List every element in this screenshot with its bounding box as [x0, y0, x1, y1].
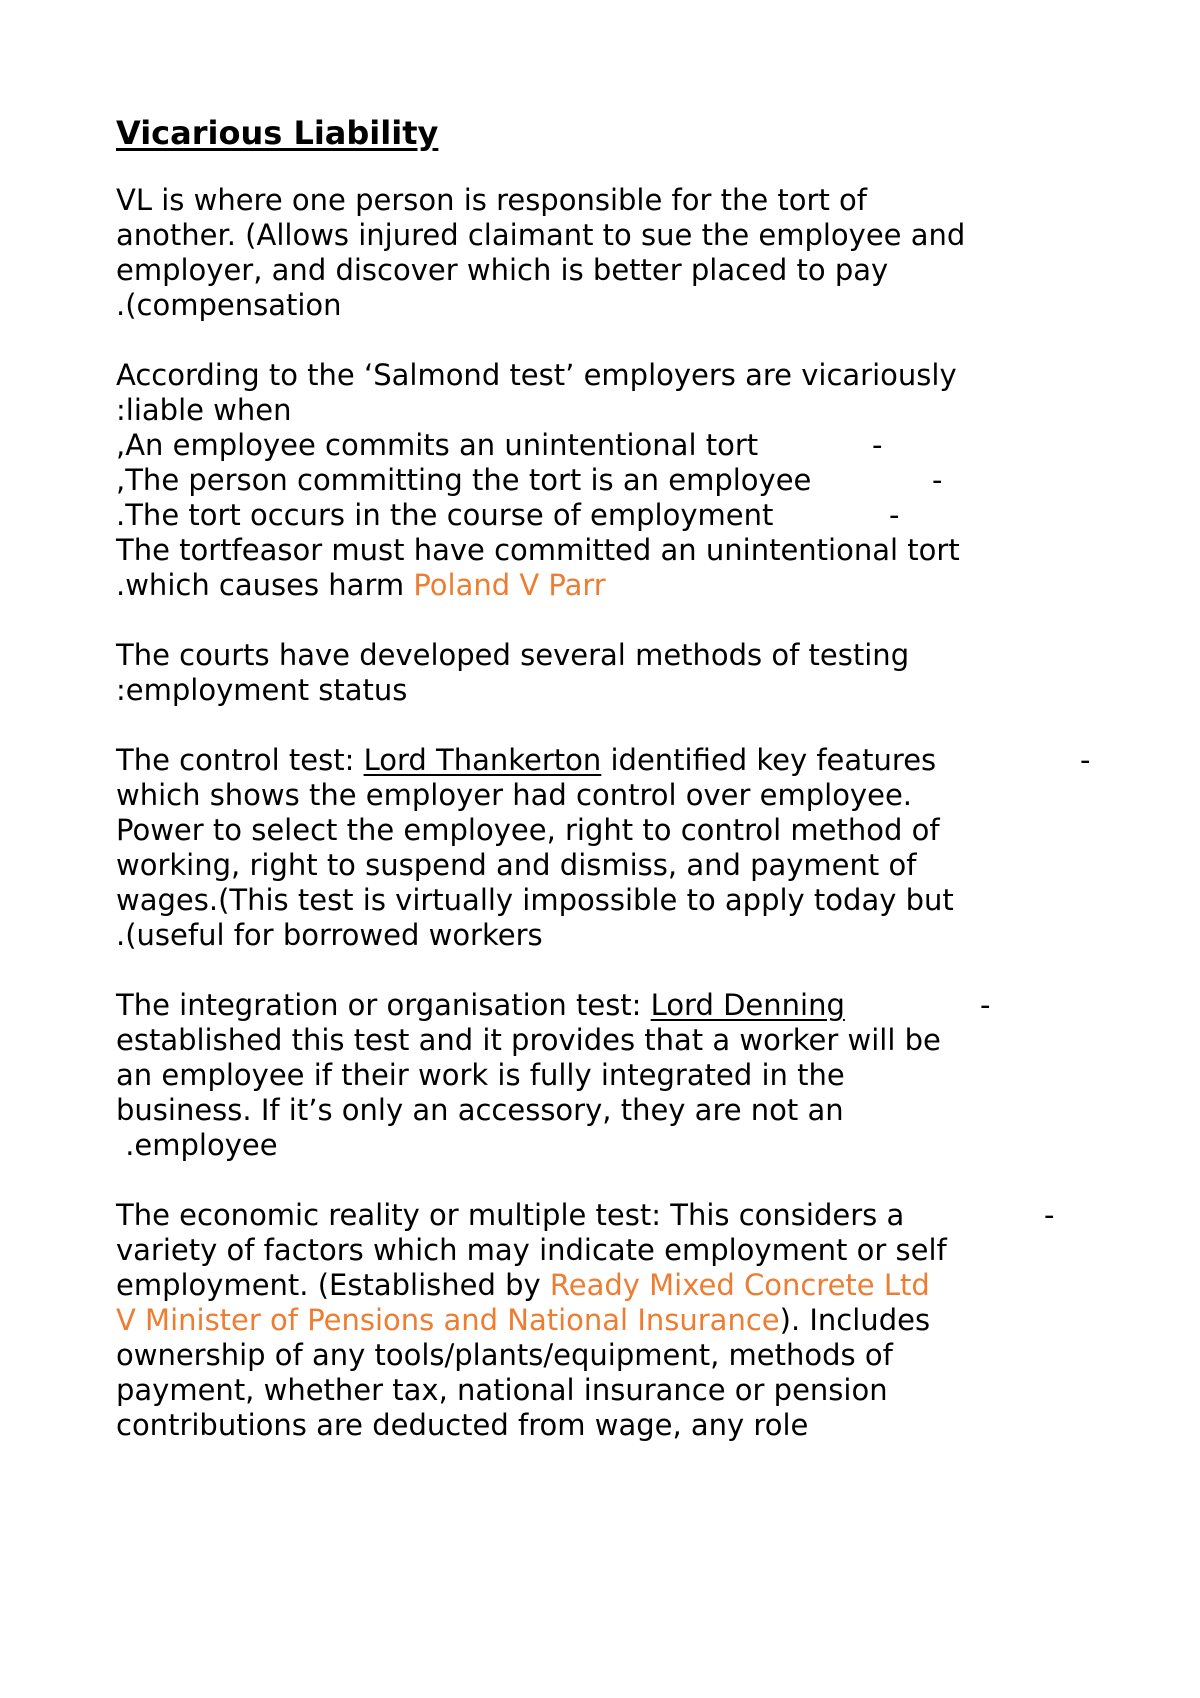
- bullet-dash: -: [872, 428, 883, 462]
- paragraph-4-line-4: working, right to suspend and dismiss, and payment of: [116, 848, 917, 882]
- paragraph-1-line-4: .(compensation: [116, 288, 342, 322]
- case-citation: V Minister of Pensions and National Insurance: [116, 1303, 780, 1337]
- paragraph-5-line-3: an employee if their work is fully integrated in the: [116, 1058, 845, 1092]
- paragraph-6-line-3: [116, 1266, 930, 1304]
- paragraph-6-line-2: variety of factors which may indicate employment or self: [116, 1233, 947, 1267]
- line-text: .which causes harm: [116, 568, 414, 602]
- paragraph-2-line-1: According to the ‘Salmond test’ employers are vicariously: [116, 358, 957, 392]
- bullet-dash: -: [980, 988, 991, 1022]
- line-text: identified key features: [601, 743, 937, 777]
- paragraph-2-line-4: [116, 566, 606, 604]
- paragraph-4-line-3: Power to select the employee, right to control method of: [116, 813, 940, 847]
- paragraph-1-line-3: employer, and discover which is better placed to pay: [116, 253, 889, 287]
- paragraph-3-line-2: :employment status: [116, 673, 408, 707]
- bullet-item-1: ,An employee commits an unintentional tort: [116, 428, 759, 462]
- bullet-item-2: ,The person committing the tort is an employee: [116, 463, 812, 497]
- line-text: The integration or organisation test:: [116, 988, 651, 1022]
- case-citation: Ready Mixed Concrete Ltd: [549, 1268, 930, 1302]
- paragraph-5-line-2: established this test and it provides that a worker will be: [116, 1023, 941, 1057]
- line-text: The control test:: [116, 743, 364, 777]
- line-text: ). Includes: [779, 1303, 931, 1337]
- case-citation: Poland V Parr: [413, 568, 606, 602]
- paragraph-6-line-5: ownership of any tools/plants/equipment, methods of: [116, 1338, 893, 1372]
- bullet-dash: -: [889, 498, 900, 532]
- paragraph-5-line-1: [116, 986, 845, 1024]
- paragraph-4-line-1: [116, 741, 936, 779]
- bullet-item-3: .The tort occurs in the course of employment: [116, 498, 774, 532]
- paragraph-6-line-4: [116, 1301, 930, 1339]
- document-title: Vicarious Liability: [116, 114, 439, 152]
- paragraph-4-line-5: wages.(This test is virtually impossible to apply today but: [116, 883, 954, 917]
- paragraph-5-line-5: .employee: [116, 1128, 278, 1162]
- line-text: employment. (Established by: [116, 1268, 550, 1302]
- bullet-dash: -: [1044, 1198, 1055, 1232]
- paragraph-2-line-2: :liable when: [116, 393, 292, 427]
- paragraph-6-line-7: contributions are deducted from wage, any role: [116, 1408, 809, 1442]
- paragraph-3-line-1: The courts have developed several methods of testing: [116, 638, 910, 672]
- paragraph-5-line-4: business. If it’s only an accessory, they are not an: [116, 1093, 844, 1127]
- paragraph-4-line-6: .(useful for borrowed workers: [116, 918, 543, 952]
- paragraph-6-line-6: payment, whether tax, national insurance or pension: [116, 1373, 888, 1407]
- paragraph-1-line-1: VL is where one person is responsible for the tort of: [116, 183, 868, 217]
- bullet-dash: -: [932, 463, 943, 497]
- judge-name: Lord Thankerton: [363, 743, 602, 777]
- paragraph-2-line-3: The tortfeasor must have committed an unintentional tort: [116, 533, 960, 567]
- bullet-dash: -: [1080, 743, 1091, 777]
- paragraph-4-line-2: which shows the employer had control over employee.: [116, 778, 912, 812]
- judge-name: Lord Denning: [650, 988, 845, 1022]
- paragraph-6-line-1: The economic reality or multiple test: This considers a: [116, 1198, 905, 1232]
- paragraph-1-line-2: another. (Allows injured claimant to sue the employee and: [116, 218, 966, 252]
